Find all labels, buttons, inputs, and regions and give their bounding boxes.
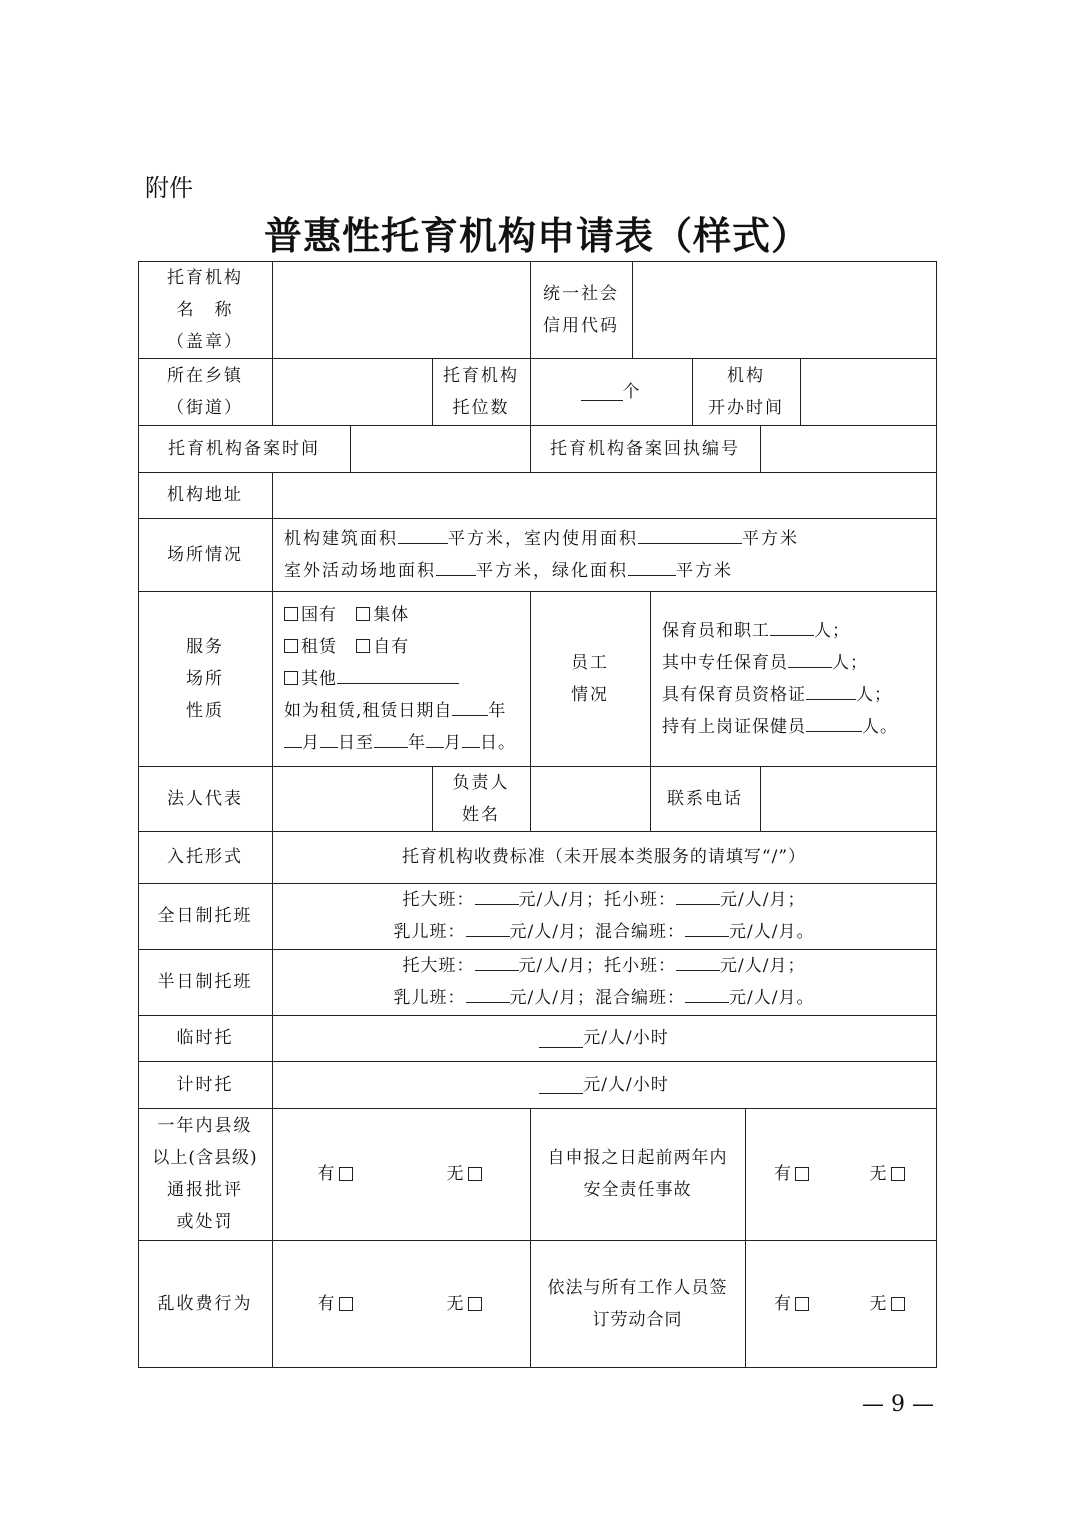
penalty-no[interactable]: [401, 1108, 530, 1240]
staff-fulltime-unit: 人；: [832, 652, 868, 673]
filing-time-field[interactable]: [350, 425, 530, 472]
staff-health-text: 持有上岗证保健员: [662, 716, 806, 737]
option-state-owned: 国有: [301, 604, 337, 625]
penalty-label-line3: 通报批评: [167, 1180, 243, 1200]
attachment-label: 附件: [145, 174, 193, 202]
credit-code-label-line2: 信用代码: [543, 315, 619, 336]
accident-label-line2: 安全责任事故: [583, 1180, 692, 1200]
halfday-mixed-blank[interactable]: [685, 984, 729, 1003]
credit-code-label-line1: 统一社会: [543, 283, 619, 304]
open-time-label-line2: 开办时间: [708, 397, 784, 418]
option-other: 其他: [301, 668, 337, 689]
other-blank[interactable]: [337, 665, 459, 684]
fee-standard-header: 托育机构收费标准（未开展本类服务的请填写“/”）: [401, 847, 807, 867]
accident-yes-text: 有: [774, 1164, 793, 1184]
capacity-blank[interactable]: [581, 382, 623, 401]
contract-yes-checkbox[interactable]: [795, 1297, 809, 1311]
lease-to-year-blank[interactable]: [374, 729, 408, 748]
lease-to-day-text: 日。: [480, 732, 516, 753]
service-options-line3: [284, 663, 528, 695]
open-time-field[interactable]: [800, 358, 936, 425]
fullday-small-blank[interactable]: [676, 886, 720, 905]
capacity-label-line1: 托育机构: [443, 365, 519, 386]
manager-field[interactable]: [530, 766, 650, 831]
org-name-label-line1: 托育机构: [167, 267, 243, 288]
checkbox-owned[interactable]: [356, 639, 370, 653]
overcharge-no[interactable]: [401, 1240, 530, 1367]
org-name-label: [138, 261, 272, 358]
temp-fee-unit: 元/人/小时: [583, 1028, 669, 1048]
staff-fulltime-blank[interactable]: [788, 649, 832, 668]
lease-from-year-blank[interactable]: [452, 697, 488, 716]
open-time-label-line1: 机构: [727, 365, 765, 386]
staff-certified-blank[interactable]: [806, 681, 856, 700]
service-options-line2: [284, 631, 528, 663]
halfday-infant-text: 乳儿班：: [393, 988, 466, 1008]
staff-health-blank[interactable]: [806, 713, 862, 732]
overcharge-yes-text: 有: [317, 1293, 337, 1314]
town-label-line1: 所在乡镇: [167, 365, 243, 386]
lease-line-1: [284, 695, 528, 727]
fullday-fee-line1: [403, 884, 806, 916]
penalty-label-line2: 以上(含县级): [152, 1148, 258, 1168]
penalty-label: [138, 1108, 272, 1240]
contract-yes-text: 有: [774, 1293, 793, 1314]
halfday-small-unit: 元/人/月；: [720, 956, 806, 976]
fullday-infant-text: 乳儿班：: [393, 922, 466, 942]
lease-to-year-text: 年: [408, 732, 426, 753]
option-collective: 集体: [373, 604, 410, 625]
fullday-mixed-unit: 元/人/月。: [729, 922, 815, 942]
building-area-text: 机构建筑面积: [284, 528, 398, 549]
manager-label: [432, 766, 530, 831]
fullday-small-text: 元/人/月；托小班：: [518, 890, 676, 910]
green-area-text: 平方米，绿化面积: [476, 560, 628, 581]
lease-year-text: 年: [488, 700, 507, 721]
checkbox-state-owned[interactable]: [284, 607, 298, 621]
contract-yes[interactable]: [745, 1240, 841, 1367]
penalty-no-text: 无: [446, 1164, 466, 1184]
capacity-unit: 个: [622, 381, 642, 402]
manager-label-line1: 负责人: [452, 772, 510, 793]
lease-to-month-blank[interactable]: [426, 729, 444, 748]
hourly-fee-unit: 元/人/小时: [583, 1074, 669, 1095]
halfday-fee-line1: [403, 950, 806, 982]
phone-field[interactable]: [760, 766, 936, 831]
contract-no-checkbox[interactable]: [891, 1297, 905, 1311]
service-options-line1: [284, 599, 528, 631]
overcharge-no-checkbox[interactable]: [468, 1297, 482, 1311]
halfday-mixed-unit: 元/人/月。: [729, 988, 815, 1008]
site-line-1: [284, 523, 934, 555]
staff-fulltime-text: 其中专任保育员: [662, 652, 788, 673]
halfday-small-blank[interactable]: [676, 952, 720, 971]
overcharge-no-text: 无: [446, 1293, 466, 1314]
lease-to-day-blank[interactable]: [462, 729, 480, 748]
hourly-care-fee: [272, 1061, 936, 1108]
staff-total-text: 保育员和职工: [662, 620, 770, 641]
form-title: 普惠性托育机构申请表（样式）: [263, 214, 810, 258]
accident-no[interactable]: [841, 1108, 936, 1240]
accident-yes-checkbox[interactable]: [795, 1167, 809, 1181]
fullday-fee-line2: [394, 916, 815, 948]
fullday-mixed-blank[interactable]: [685, 918, 729, 937]
fullday-fees: [272, 883, 936, 949]
option-owned: 自有: [373, 636, 410, 657]
fullday-mixed-text: 元/人/月；混合编班：: [509, 922, 685, 942]
page-number: — 9 —: [862, 1392, 934, 1417]
legal-rep-field[interactable]: [272, 766, 432, 831]
penalty-label-line4: 或处罚: [176, 1212, 234, 1232]
lease-from-text: 如为租赁,租赁日期自: [284, 700, 453, 721]
staff-certified-unit: 人；: [856, 684, 892, 705]
halfday-mixed-text: 元/人/月；混合编班：: [509, 988, 685, 1008]
accident-no-text: 无: [869, 1164, 889, 1184]
building-area-blank[interactable]: [398, 525, 448, 544]
checkbox-other[interactable]: [284, 671, 298, 685]
manager-label-line2: 姓名: [462, 804, 500, 825]
capacity-label: [432, 358, 530, 425]
fullday-infant-blank[interactable]: [466, 918, 510, 937]
staff-label-line2: 情况: [571, 684, 609, 705]
org-name-field[interactable]: [272, 261, 530, 358]
org-name-label-line2: 名 称: [176, 299, 234, 320]
lease-from-day-blank[interactable]: [320, 729, 338, 748]
outdoor-area-text: 室外活动场地面积: [284, 560, 436, 581]
service-options: [284, 591, 528, 766]
fullday-big-text: 托大班：: [402, 890, 475, 910]
capacity-label-line2: 托位数: [452, 397, 510, 418]
credit-code-label: [530, 261, 632, 358]
staff-details: [662, 591, 934, 766]
service-label-line1: 服务: [186, 636, 224, 657]
hourly-fee-blank[interactable]: [539, 1075, 583, 1094]
penalty-yes-checkbox[interactable]: [339, 1167, 353, 1181]
halfday-infant-blank[interactable]: [466, 984, 510, 1003]
open-time-label: [692, 358, 800, 425]
phone-label: 联系电话: [667, 788, 743, 809]
penalty-label-line1: 一年内县级: [157, 1116, 253, 1136]
fullday-label: 全日制托班: [157, 906, 253, 926]
staff-line-3: [662, 679, 934, 711]
checkbox-collective[interactable]: [356, 607, 370, 621]
halfday-fee-line2: [394, 982, 815, 1014]
capacity-field[interactable]: [530, 358, 692, 425]
temp-fee-blank[interactable]: [539, 1029, 583, 1048]
address-label: 机构地址: [167, 485, 243, 505]
org-name-label-line3: （盖章）: [167, 331, 243, 352]
staff-line-4: [662, 711, 934, 743]
service-label-line3: 性质: [186, 700, 224, 721]
staff-total-unit: 人；: [814, 620, 850, 641]
halfday-label: 半日制托班: [157, 972, 253, 992]
staff-certified-text: 具有保育员资格证: [662, 684, 806, 705]
halfday-fees: [272, 949, 936, 1015]
lease-to-month-text: 月: [444, 732, 462, 753]
contract-label-line2: 订劳动合同: [592, 1309, 683, 1330]
accident-label-line1: 自申报之日起前两年内: [547, 1148, 728, 1168]
filing-no-field[interactable]: [760, 425, 936, 472]
penalty-no-checkbox[interactable]: [468, 1167, 482, 1181]
overcharge-yes[interactable]: [272, 1240, 401, 1367]
accident-yes[interactable]: [745, 1108, 841, 1240]
staff-label: [530, 591, 650, 766]
contract-no[interactable]: [841, 1240, 936, 1367]
town-label-line2: （街道）: [167, 397, 243, 418]
lease-to-text: 日至: [338, 732, 374, 753]
filing-no-label: 托育机构备案回执编号: [550, 438, 740, 459]
halfday-big-blank[interactable]: [475, 952, 519, 971]
contract-label-line1: 依法与所有工作人员签: [547, 1277, 728, 1298]
town-field[interactable]: [272, 358, 432, 425]
staff-label-line1: 员工: [571, 652, 609, 673]
service-label-line2: 场所: [186, 668, 224, 689]
staff-line-2: [662, 647, 934, 679]
indoor-area-text: 平方米，室内使用面积: [448, 528, 638, 549]
fullday-big-blank[interactable]: [475, 886, 519, 905]
enroll-form-label: 入托形式: [167, 847, 243, 867]
halfday-small-text: 元/人/月；托小班：: [518, 956, 676, 976]
legal-rep-label: 法人代表: [167, 788, 243, 809]
hourly-care-label: 计时托: [176, 1074, 234, 1095]
accident-label: [530, 1108, 745, 1240]
site-label: 场所情况: [167, 544, 243, 565]
indoor-area-unit: 平方米: [742, 528, 799, 549]
overcharge-yes-checkbox[interactable]: [339, 1297, 353, 1311]
site-details: [284, 518, 934, 591]
temp-care-fee: [272, 1015, 936, 1061]
lease-month-text: 月: [302, 732, 320, 753]
temp-care-label: 临时托: [176, 1028, 234, 1048]
lease-from-month-blank[interactable]: [284, 729, 302, 748]
staff-line-1: [662, 615, 934, 647]
halfday-big-text: 托大班：: [402, 956, 475, 976]
penalty-yes[interactable]: [272, 1108, 401, 1240]
penalty-yes-text: 有: [317, 1164, 337, 1184]
address-field[interactable]: [272, 472, 936, 518]
green-area-blank[interactable]: [628, 557, 676, 576]
filing-time-label: 托育机构备案时间: [168, 438, 320, 459]
indoor-area-blank[interactable]: [638, 525, 742, 544]
checkbox-leased[interactable]: [284, 639, 298, 653]
credit-code-field[interactable]: [632, 261, 936, 358]
contract-no-text: 无: [869, 1293, 889, 1314]
accident-no-checkbox[interactable]: [891, 1167, 905, 1181]
green-area-unit: 平方米: [676, 560, 733, 581]
staff-total-blank[interactable]: [770, 617, 814, 636]
fullday-small-unit: 元/人/月；: [720, 890, 806, 910]
service-nature-label: [138, 591, 272, 766]
overcharge-label: 乱收费行为: [157, 1293, 253, 1314]
site-line-2: [284, 555, 934, 587]
lease-line-2: [284, 727, 528, 759]
outdoor-area-blank[interactable]: [436, 557, 476, 576]
option-leased: 租赁: [301, 636, 337, 657]
staff-health-unit: 人。: [862, 716, 898, 737]
contract-label: [530, 1240, 745, 1367]
town-label: [138, 358, 272, 425]
